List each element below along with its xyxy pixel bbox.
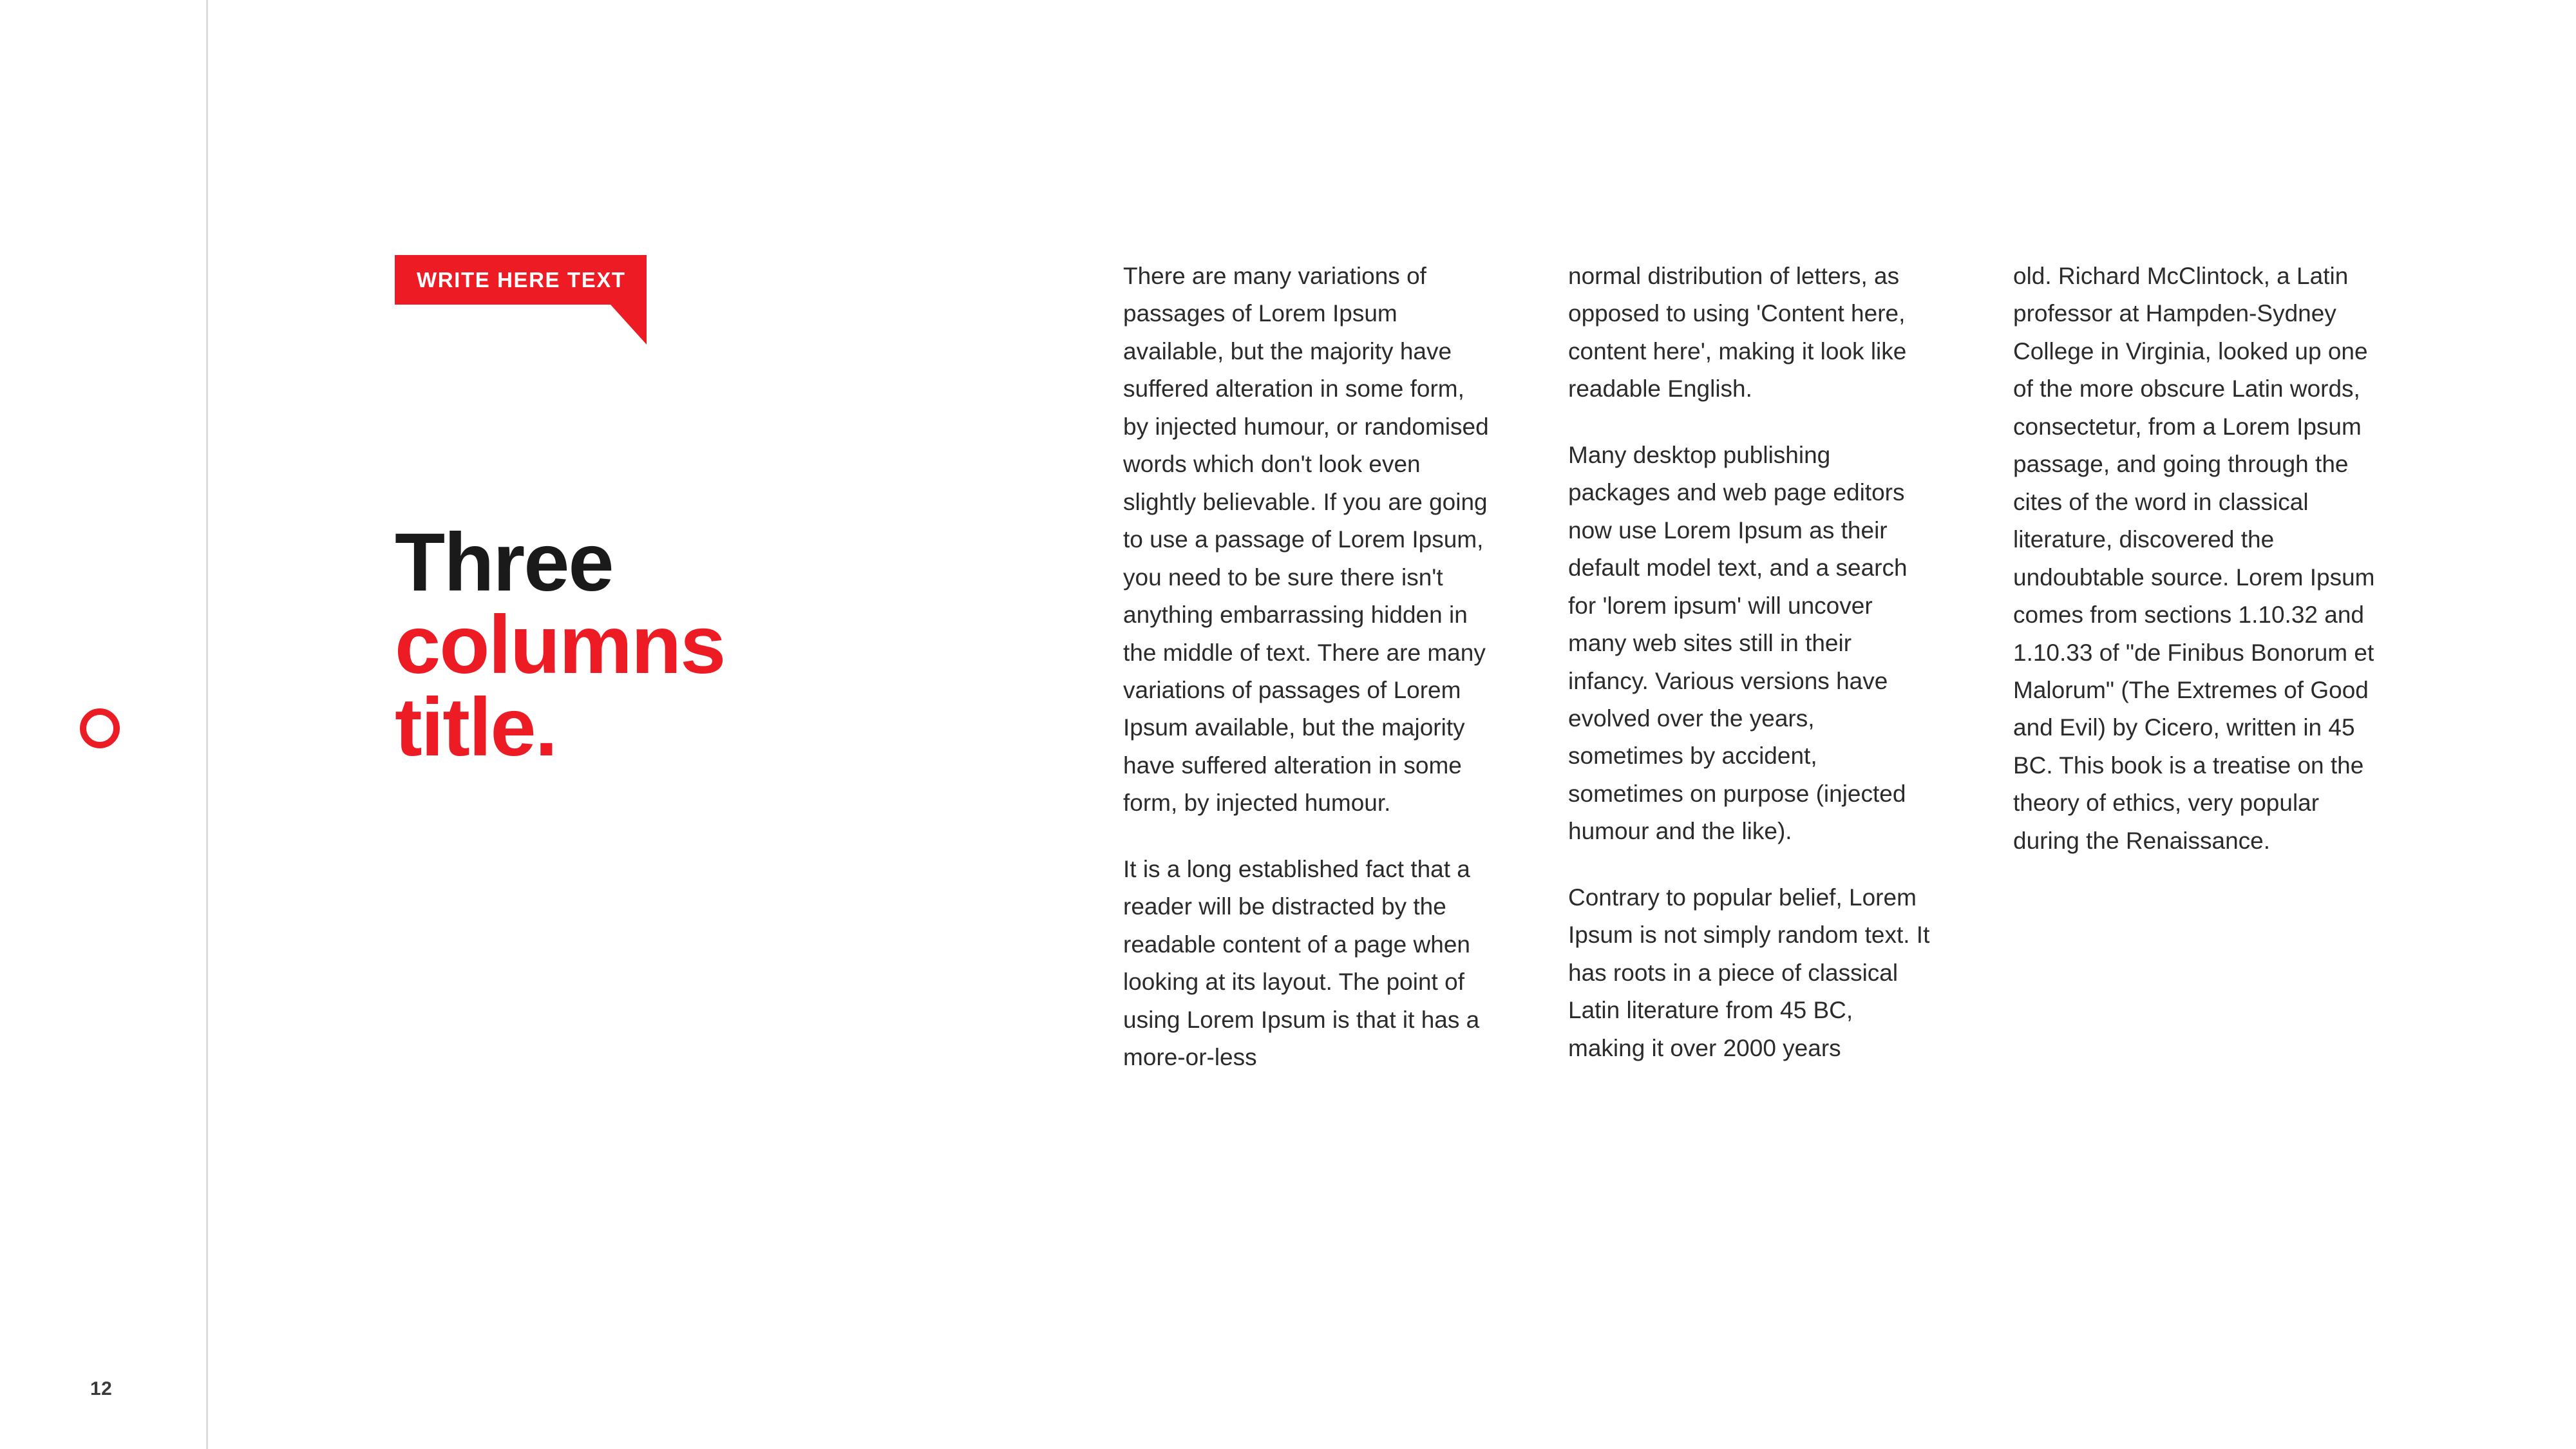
paragraph: It is a long established fact that a reader will be distracted by the readable content of a page when looking at its layout. The point of using Lorem Ipsum is that it has a more-or-less <box>1123 855 1480 1071</box>
paragraph: Many desktop publishing packages and web page editors now use Lorem Ipsum as their default model text, and a search for 'lorem ipsum' will uncover many web sites still in their infancy. Various versions have evolved over the years, sometimes by accident, sometimes on purpose (injected humour and the like). <box>1568 441 1908 845</box>
paragraph: Contrary to popular belief, Lorem Ipsum is not simply random text. It has roots in a piece of classical Latin literature from 45 BC, making it over 2000 years <box>1568 884 1930 1061</box>
paragraph: normal distribution of letters, as opposed to using 'Content here, content here', making it look like readable English. <box>1568 263 1907 402</box>
page-title <box>395 516 1168 773</box>
page-title-line-3: title. <box>395 681 557 773</box>
body-column-1 <box>1123 258 1490 1077</box>
body-column-3 <box>2013 258 2380 1077</box>
paragraph: There are many variations of passages of Lorem Ipsum available, but the majority have suffered alteration in some form, by injected humour, or randomised words which don't look even slightly believable. If you are going to use a passage of Lorem Ipsum, you need to be sure there isn't anything embarrassing hidden in the middle of text. There are many variations of passages of Lorem Ipsum available, but the majority have suffered alteration in some form, by injected humour. <box>1123 263 1489 817</box>
section-tag-label: WRITE HERE TEXT <box>395 255 647 305</box>
page-number: 12 <box>90 1378 113 1399</box>
page-title-line-2: columns <box>395 599 725 691</box>
body-column-2 <box>1568 258 1935 1077</box>
section-tag <box>395 255 647 305</box>
paragraph: old. Richard McClintock, a Latin professor at Hampden-Sydney College in Virginia, looked up one of the more obscure Latin words, consectetur, from a Lorem Ipsum passage, and going through the cites of the word in classical literature, discovered the undoubtable source. Lorem Ipsum comes from sections 1.10.32 and 1.10.33 of "de Finibus Bonorum et Malorum" (The Extremes of Good and Evil) by Cicero, written in 45 BC. This book is a treatise on the theory of ethics, very popular during the Renaissance. <box>2013 263 2375 854</box>
circle-bullet-icon <box>80 708 120 748</box>
section-tag-tail-icon <box>611 305 647 345</box>
three-column-body <box>1123 258 2443 1077</box>
page-title-line-1: Three <box>395 516 613 609</box>
left-vertical-divider <box>206 0 208 1449</box>
